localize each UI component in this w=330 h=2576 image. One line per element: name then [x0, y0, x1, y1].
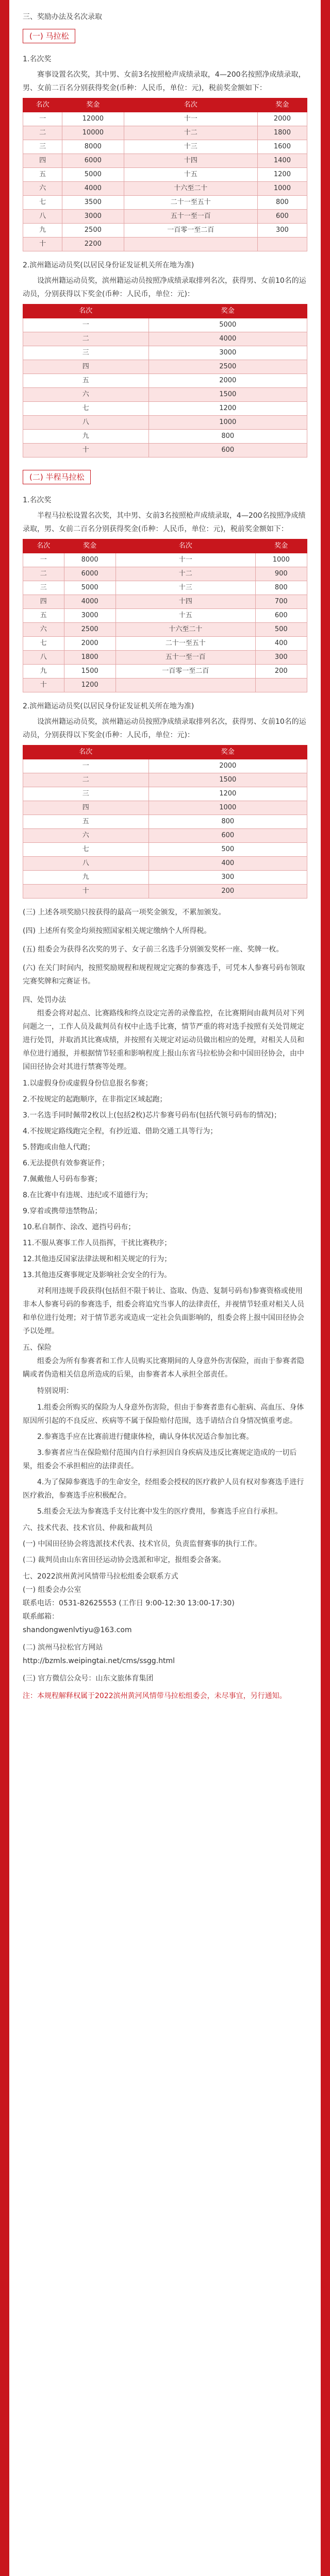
table-row — [23, 360, 307, 374]
table-cell: 十二 — [124, 126, 257, 140]
list-item: 1.组委会所购买的保险为人身意外伤害险，但由于参赛者患有心脏病、高血压、身体原因所引起的不良反应、疾病等不属于保险赔付范围，选手请结合自身情况慎重考虑。 — [23, 1403, 304, 1425]
table-cell: 5000 — [64, 581, 116, 595]
table-cell: 八 — [23, 210, 62, 224]
table-row — [23, 112, 307, 126]
table-row — [23, 402, 307, 416]
table-cell: 4000 — [64, 595, 116, 609]
table-cell — [124, 238, 257, 251]
table-cell: 3000 — [148, 346, 307, 360]
subheading-local-award: 2.滨州籍运动员奖(以居民身份证发证机关所在地为准) — [23, 702, 194, 710]
paragraph: 组委会将对起点、比赛路线和终点设定完善的录像监控，在比赛期间由裁判员对下列问题之一，工作人员及裁判员有权中止选手比赛，情节严重的将对选手按照有关处罚规定进行处罚，并取消其比赛成绩，并按照有关规定对运动员做出相应的处理，对相关人员和单位进行通报，并根据情节轻重和影响程度上报山东省马拉松协会和中国田径协会，由中国田径协会对其进行禁赛等处理。 — [23, 1009, 304, 1071]
contact-website-link[interactable]: http://bzmls.weipingtai.net/cms/ssgg.html — [23, 1657, 175, 1665]
paragraph: 组委会为所有参赛者和工作人员购买比赛期间的人身意外伤害保险，而由于参赛者隐瞒或者伪造相关信息所造成的后果，由参赛者本人承担全部责任。 — [23, 1357, 304, 1379]
article-body — [9, 0, 321, 1708]
table-row — [23, 210, 307, 224]
table-cell: 六 — [23, 182, 62, 196]
table-header-cell: 奖金 — [62, 98, 124, 112]
table-cell: 四 — [23, 801, 149, 815]
section-heading-contact: 七、2022滨州黄河风情带马拉松组委会联系方式 — [23, 1572, 178, 1581]
table-cell: 四 — [23, 360, 149, 374]
list-item: 2.不按规定的起跑顺序，在非指定区域起跑； — [23, 1095, 167, 1104]
table-cell: 十 — [23, 444, 149, 457]
prize-table-half-local — [23, 745, 307, 899]
table-cell: 1800 — [257, 126, 307, 140]
list-item: 4.为了保障参赛选手的生命安全，经组委会授权的医疗救护人员有权对参赛选手进行医疗救治，参赛选手应积极配合。 — [23, 1478, 304, 1500]
table-cell: 300 — [257, 224, 307, 238]
table-row — [23, 651, 307, 665]
list-item: 11.不服从赛事工作人员指挥，干扰比赛秩序； — [23, 1239, 172, 1247]
list-item: 5.替跑或由他人代跑； — [23, 1143, 95, 1151]
table-cell — [255, 679, 307, 692]
list-item: 7.佩戴他人号码布参赛； — [23, 1175, 102, 1183]
table-row — [23, 595, 307, 609]
table-cell: 3500 — [62, 196, 124, 210]
table-cell: 十二 — [116, 567, 255, 581]
table-row — [23, 430, 307, 444]
table-cell: 三 — [23, 140, 62, 154]
table-cell: 8000 — [64, 553, 116, 567]
table-cell: 1200 — [257, 168, 307, 182]
table-row — [23, 815, 307, 829]
table-header-cell: 名次 — [124, 98, 257, 112]
table-cell: 六 — [23, 623, 64, 637]
table-cell: 十一 — [116, 553, 255, 567]
table-cell: 10000 — [62, 126, 124, 140]
table-row — [23, 885, 307, 899]
table-row — [23, 318, 307, 332]
table-cell: 1800 — [64, 651, 116, 665]
table-row — [23, 238, 307, 251]
table-cell: 一 — [23, 112, 62, 126]
table-cell: 600 — [257, 210, 307, 224]
table-cell: 六 — [23, 829, 149, 843]
table-cell: 800 — [148, 815, 307, 829]
table-cell: 七 — [23, 196, 62, 210]
table-cell: 4000 — [62, 182, 124, 196]
table-cell: 三 — [23, 581, 64, 595]
table-cell: 十 — [23, 885, 149, 899]
table-cell: 3000 — [62, 210, 124, 224]
table-cell: 九 — [23, 224, 62, 238]
table-row — [23, 609, 307, 623]
table-cell: 200 — [148, 885, 307, 899]
table-header-cell: 名次 — [23, 539, 64, 553]
penalty-list — [23, 1077, 307, 1282]
table-cell: 500 — [148, 843, 307, 857]
list-item: (二) 裁判员由山东省田径运动协会选派和审定，报组委会备案。 — [23, 1556, 226, 1564]
table-cell: 900 — [255, 567, 307, 581]
table-cell: 一 — [23, 759, 149, 773]
table-cell: 五 — [23, 815, 149, 829]
table-cell: 七 — [23, 843, 149, 857]
contact-wechat: (三) 官方微信公众号：山东文旅体育集团 — [23, 1674, 154, 1683]
table-row — [23, 773, 307, 787]
table-cell: 8000 — [62, 140, 124, 154]
table-cell: 1000 — [257, 182, 307, 196]
table-cell: 2000 — [148, 374, 307, 388]
list-item: 4.不按规定路线跑完全程，有抄近道、借助交通工具等行为； — [23, 1127, 218, 1136]
table-row — [23, 168, 307, 182]
list-item: 1.以虚假身份或虚假身份信息报名参赛； — [23, 1079, 153, 1088]
table-cell: 2500 — [62, 224, 124, 238]
list-item: 8.在比赛中有违规、违纪或不道德行为； — [23, 1191, 153, 1199]
subheading-rank-award: 1.名次奖 — [23, 55, 52, 63]
table-cell: 八 — [23, 416, 149, 430]
table-row — [23, 388, 307, 402]
table-cell: 600 — [255, 609, 307, 623]
table-cell: 十六至二十 — [124, 182, 257, 196]
table-cell: 十 — [23, 238, 62, 251]
section-heading-tech: 六、技术代表、技术官员、仲裁和裁判员 — [23, 1524, 153, 1532]
table-row — [23, 843, 307, 857]
table-cell: 二 — [23, 332, 149, 346]
table-cell: 800 — [148, 430, 307, 444]
table-cell: 2200 — [62, 238, 124, 251]
tech-list — [23, 1537, 307, 1567]
paragraph: 设滨州籍运动员奖，滨州籍运动员按照净成绩录取排列名次，获得男、女前10名的运动员，分别获得以下奖金(币种：人民币，单位：元)： — [23, 277, 306, 298]
table-cell: 2000 — [257, 112, 307, 126]
table-cell: 三 — [23, 787, 149, 801]
list-item: 5.组委会无法为参赛选手支付比赛中发生的医疗费用，参赛选手应自行承担。 — [37, 1507, 283, 1516]
table-cell: 3000 — [64, 609, 116, 623]
table-cell: 八 — [23, 651, 64, 665]
prize-table-marathon-rank — [23, 98, 307, 251]
table-cell: 300 — [255, 651, 307, 665]
table-header-cell: 名次 — [23, 745, 149, 759]
table-cell: 十五 — [124, 168, 257, 182]
table-cell: 十一 — [124, 112, 257, 126]
list-item: 9.穿着或携带违禁物品； — [23, 1207, 102, 1215]
table-cell: 八 — [23, 857, 149, 871]
table-row — [23, 553, 307, 567]
list-item: 3.一名选手同时佩带2枚以上(包括2枚)芯片参赛号码布(包括代领号码布的情况)； — [23, 1111, 282, 1120]
table-cell: 十六至二十 — [116, 623, 255, 637]
table-header-cell: 名次 — [23, 98, 62, 112]
table-row — [23, 857, 307, 871]
table-cell: 十三 — [116, 581, 255, 595]
table-cell: 六 — [23, 388, 149, 402]
list-item: 2.参赛选手应在比赛前进行健康体检，确认身体状况适合参加比赛。 — [37, 1433, 254, 1441]
list-item: (一) 中国田径协会将选派技术代表、技术官员，负责监督赛事的执行工作。 — [23, 1540, 262, 1548]
table-cell: 600 — [148, 444, 307, 457]
table-cell: 五 — [23, 168, 62, 182]
part-tag-marathon: (一) 马拉松 — [23, 29, 75, 43]
paragraph: 设滨州籍运动员奖，滨州籍运动员按照净成绩录取排列名次，获得男、女前10名的运动员，分别获得以下奖金(币种：人民币，单位：元)： — [23, 718, 306, 739]
subheading-local-award: 2.滨州籍运动员奖(以居民身份证发证机关所在地为准) — [23, 261, 194, 269]
table-header-cell: 奖金 — [148, 304, 307, 318]
table-cell: 1200 — [64, 679, 116, 692]
list-item: 12.其他违反国家法律法规和相关规定的行为； — [23, 1255, 172, 1263]
table-cell: 4000 — [148, 332, 307, 346]
table-cell: 五 — [23, 609, 64, 623]
list-item: 3.参赛者应当在保险赔付范围内自行承担因自身疾病及违反比赛规定造成的一切后果，组委会不承担相应的法律责任。 — [23, 1449, 297, 1470]
footer-note — [23, 1689, 307, 1703]
prize-table-half-rank — [23, 539, 307, 692]
footer-note-text: 本规程解释权属于2022滨州黄河风情带马拉松组委会，未尽事宜，另行通知。 — [37, 1692, 287, 1700]
table-cell: 七 — [23, 402, 149, 416]
table-cell: 七 — [23, 637, 64, 651]
table-cell: 一 — [23, 318, 149, 332]
table-row — [23, 154, 307, 168]
table-row — [23, 140, 307, 154]
paragraph: 赛事设置名次奖，其中男、女前3名按照枪声成绩录取，4—200名按照净成绩录取，男、女前二百名分别获得奖金(币种：人民币，单位：元)，税前奖金额如下： — [23, 71, 306, 92]
table-cell: 12000 — [62, 112, 124, 126]
contact-website-title: (二) 滨州马拉松官方网站 — [23, 1643, 103, 1652]
table-row — [23, 801, 307, 815]
table-row — [23, 224, 307, 238]
table-header-cell: 奖金 — [257, 98, 307, 112]
insurance-list — [23, 1401, 307, 1518]
table-cell — [116, 679, 255, 692]
table-cell: 二 — [23, 773, 149, 787]
table-cell: 2000 — [64, 637, 116, 651]
table-row — [23, 196, 307, 210]
paragraph: 半程马拉松设置名次奖，其中男、女前3名按照枪声成绩录取，4—200名按照净成绩录取，男、女前二百名分别获得奖金(币种：人民币，单位：元)，税前奖金额如下： — [23, 512, 306, 533]
table-cell: 二 — [23, 126, 62, 140]
table-row — [23, 637, 307, 651]
table-cell: 1500 — [64, 665, 116, 679]
table-cell: 九 — [23, 665, 64, 679]
table-row — [23, 665, 307, 679]
table-cell: 400 — [255, 637, 307, 651]
special-note-label: 特别说明： — [37, 1387, 73, 1395]
table-cell: 1600 — [257, 140, 307, 154]
section-heading-insurance: 五、保险 — [23, 1344, 52, 1352]
list-item: 10.私自制作、涂改、遮挡号码布； — [23, 1223, 136, 1231]
table-cell: 十四 — [124, 154, 257, 168]
table-row — [23, 871, 307, 885]
table-row — [23, 759, 307, 773]
table-row — [23, 623, 307, 637]
article-card — [9, 0, 321, 2576]
prize-table-marathon-local — [23, 304, 307, 457]
table-cell: 600 — [148, 829, 307, 843]
table-cell: 700 — [255, 595, 307, 609]
table-header-cell: 名次 — [116, 539, 255, 553]
table-cell: 四 — [23, 154, 62, 168]
table-row — [23, 346, 307, 360]
table-cell: 十四 — [116, 595, 255, 609]
table-cell: 6000 — [62, 154, 124, 168]
table-row — [23, 829, 307, 843]
table-header-cell: 奖金 — [148, 745, 307, 759]
table-row — [23, 444, 307, 457]
table-cell: 200 — [255, 665, 307, 679]
table-cell: 400 — [148, 857, 307, 871]
contact-email-label: 联系邮箱： — [23, 1613, 59, 1621]
table-row — [23, 567, 307, 581]
table-cell: 二 — [23, 567, 64, 581]
table-row — [23, 581, 307, 595]
rule-item: (三) 上述各项奖励只按获得的最高一项奖金颁发，不累加颁发。 — [23, 908, 226, 917]
rule-item: (五) 组委会为获得名次奖的男子、女子前三名选手分别颁发奖杯一座、奖牌一枚。 — [23, 945, 284, 954]
footer-note-label: 注： — [23, 1692, 37, 1700]
table-cell: 500 — [255, 623, 307, 637]
table-cell: 6000 — [64, 567, 116, 581]
table-cell: 九 — [23, 430, 149, 444]
table-row — [23, 679, 307, 692]
table-cell: 二十一至五十 — [124, 196, 257, 210]
table-cell: 五 — [23, 374, 149, 388]
table-cell: 1200 — [148, 402, 307, 416]
table-row — [23, 332, 307, 346]
table-cell: 一百零一至二百 — [116, 665, 255, 679]
paragraph: 对利用违规手段获得(包括但不限于转让、盗取、伪造、复制号码布)参赛资格或使用非本人参赛号码的参赛选手，组委会将追究当事人的法律责任，并视情节轻重对相关人员和单位进行处理；对于情节恶劣或造成一定社会负面影响的，组委会将上报中国田径协会予以处理。 — [23, 1287, 304, 1335]
part-tag-half-marathon: (二) 半程马拉松 — [23, 470, 91, 484]
table-row — [23, 182, 307, 196]
table-cell: 2500 — [64, 623, 116, 637]
contact-phone: 联系电话：0531-82625553 (工作日 9:00-12:30 13:00-17:30) — [23, 1599, 235, 1607]
rule-item: (四) 上述所有奖金均须按照国家相关规定缴纳个人所得税。 — [23, 927, 211, 935]
contact-email[interactable]: shandongwenlvtiyu@163.com — [23, 1626, 132, 1634]
table-cell: 三 — [23, 346, 149, 360]
table-cell: 5000 — [148, 318, 307, 332]
table-cell: 1500 — [148, 388, 307, 402]
table-cell: 800 — [255, 581, 307, 595]
table-cell: 1400 — [257, 154, 307, 168]
section-heading-penalty: 四、处罚办法 — [23, 996, 66, 1004]
table-row — [23, 787, 307, 801]
table-header-cell: 奖金 — [64, 539, 116, 553]
table-header-cell: 名次 — [23, 304, 149, 318]
table-cell: 1000 — [148, 416, 307, 430]
table-cell: 五十一至一百 — [116, 651, 255, 665]
table-cell: 一 — [23, 553, 64, 567]
table-cell: 1000 — [148, 801, 307, 815]
table-cell: 十 — [23, 679, 64, 692]
table-cell: 五十一至一百 — [124, 210, 257, 224]
list-item: 13.其他违反赛事规定及影响社会安全的行为。 — [23, 1271, 172, 1279]
table-header-cell: 奖金 — [255, 539, 307, 553]
table-cell: 十五 — [116, 609, 255, 623]
section-heading-awards: 三、奖励办法及名次录取 — [23, 13, 102, 21]
table-cell: 二十一至五十 — [116, 637, 255, 651]
table-cell: 2500 — [148, 360, 307, 374]
table-cell: 800 — [257, 196, 307, 210]
table-cell: 四 — [23, 595, 64, 609]
table-cell: 5000 — [62, 168, 124, 182]
table-cell: 2000 — [148, 759, 307, 773]
table-cell — [257, 238, 307, 251]
table-cell: 1000 — [255, 553, 307, 567]
table-cell: 九 — [23, 871, 149, 885]
rule-item: (六) 在关门时间内，按照奖励规程和规程规定完赛的参赛选手，可凭本人参赛号码布领取完赛奖牌和完赛证书。 — [23, 964, 305, 986]
table-cell: 300 — [148, 871, 307, 885]
table-row — [23, 416, 307, 430]
table-row — [23, 374, 307, 388]
list-item: 6.无法提供有效参赛证件； — [23, 1159, 109, 1167]
table-cell: 1500 — [148, 773, 307, 787]
contact-office-title: (一) 组委会办公室 — [23, 1586, 81, 1594]
table-cell: 十三 — [124, 140, 257, 154]
subheading-rank-award: 1.名次奖 — [23, 496, 52, 504]
table-cell: 一百零一至二百 — [124, 224, 257, 238]
table-cell: 1200 — [148, 787, 307, 801]
table-row — [23, 126, 307, 140]
